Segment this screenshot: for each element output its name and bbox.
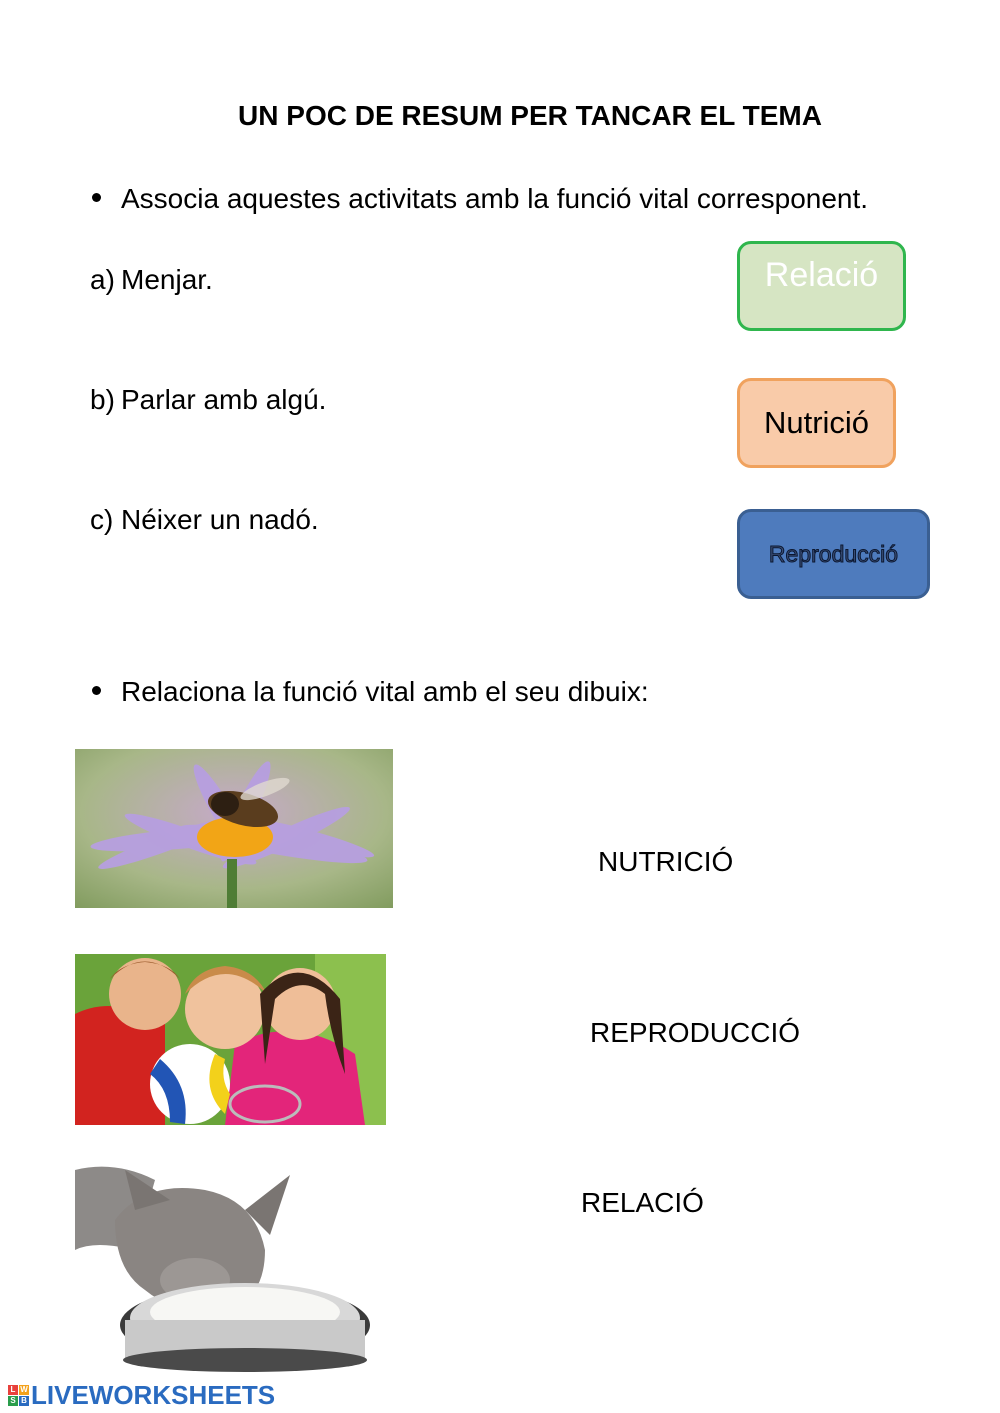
kitten-drinking-milk-image [75, 1160, 393, 1372]
function-label-relacio: RELACIÓ [581, 1187, 704, 1218]
bullet-icon [92, 686, 101, 695]
instruction-associate [92, 183, 868, 215]
activity-text: Menjar. [121, 264, 213, 295]
activity-text: Parlar amb algú. [121, 384, 327, 415]
page-title: UN POC DE RESUM PER TANCAR EL TEMA [238, 100, 822, 131]
activity-label: a) [90, 264, 115, 295]
activity-label: b) [90, 384, 115, 415]
function-label-nutricio: NUTRICIÓ [598, 846, 734, 877]
bullet-icon [92, 193, 101, 202]
function-label-reproduccio: REPRODUCCIÓ [590, 1017, 801, 1048]
activity-label: c) [90, 504, 114, 535]
children-with-ball-image [75, 954, 386, 1125]
instruction-associate-text: Associa aquestes activitats amb la funció vital corresponent. [121, 183, 869, 214]
activity-item-c [90, 504, 319, 536]
draggable-tag-nutricio[interactable]: Nutrició [737, 378, 896, 468]
draggable-tag-relacio[interactable]: Relació [737, 241, 906, 331]
liveworksheets-footer [8, 1380, 275, 1411]
activity-item-b [90, 384, 326, 416]
instruction-relate [92, 676, 649, 708]
liveworksheets-brand: LIVEWORKSHEETS [31, 1380, 276, 1410]
activity-text: Néixer un nadó. [121, 504, 319, 535]
instruction-relate-text: Relaciona la funció vital amb el seu dibuix: [121, 676, 649, 707]
draggable-tag-reproduccio[interactable]: Reproducció [737, 509, 930, 599]
activity-item-a [90, 264, 213, 296]
bee-on-flower-image [75, 749, 393, 908]
liveworksheets-logo-icon: L W S B [8, 1385, 29, 1406]
